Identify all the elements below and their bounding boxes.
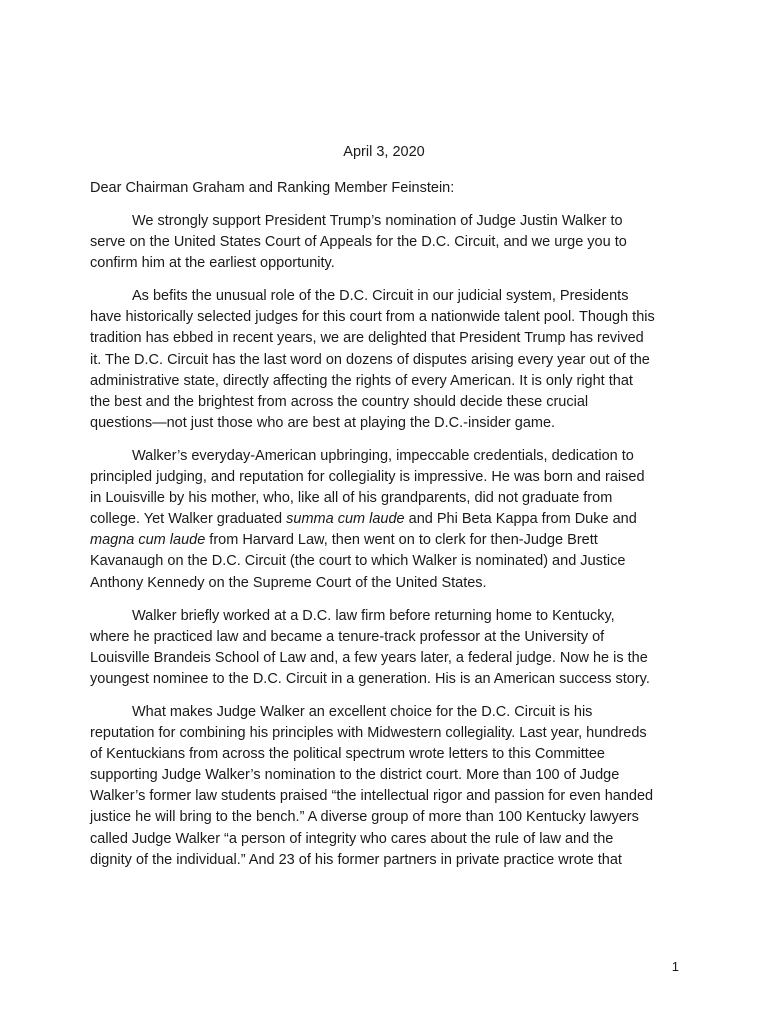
paragraph-line [90, 723, 690, 744]
line-text: questions—not just those who are best at playing the D.C.-insider game. [90, 414, 556, 431]
line-text: dignity of the individual.” And 23 of his former partners in private practice wrote that [90, 851, 622, 868]
paragraph-line [90, 627, 690, 648]
paragraph-line [90, 573, 690, 594]
line-text: of Kentuckians from across the political spectrum wrote letters to this Committee [90, 746, 605, 763]
line-text: called Judge Walker “a person of integrity who cares about the rule of law and the [90, 830, 614, 847]
paragraph-line [90, 488, 690, 509]
paragraph-line [90, 509, 690, 530]
paragraph-line [90, 413, 690, 434]
letter-paragraph [90, 211, 690, 274]
letter-paragraph [90, 446, 690, 594]
line-text: where he practiced law and became a tenure-track professor at the University of [90, 628, 605, 645]
line-text: Kavanaugh on the D.C. Circuit (the court to which Walker is nominated) and Justice [90, 553, 626, 570]
letter-paragraph [90, 606, 690, 690]
line-text: Anthony Kennedy on the Supreme Court of the United States. [90, 574, 487, 591]
letter-salutation: Dear Chairman Graham and Ranking Member Feinstein: [90, 180, 455, 196]
line-text: As befits the unusual role of the D.C. Circuit in our judicial system, Presidents [132, 288, 629, 305]
italic-text: summa cum laude [286, 511, 405, 528]
paragraph-line [90, 702, 690, 723]
line-text: We strongly support President Trump’s nomination of Judge Justin Walker to [132, 213, 623, 229]
letter-paragraph [90, 702, 690, 871]
line-text: tradition has ebbed in recent years, we are delighted that President Trump has revived [90, 330, 644, 347]
paragraph-line [90, 371, 690, 392]
paragraph-line [90, 829, 690, 850]
paragraph-line [90, 350, 690, 371]
line-text: justice he will bring to the bench.” A diverse group of more than 100 Kentucky lawyers [90, 809, 639, 826]
line-text: in Louisville by his mother, who, like all of his grandparents, did not graduate from [90, 490, 613, 507]
italic-text: magna cum laude [90, 532, 206, 549]
paragraph-line [90, 551, 690, 572]
letter-date: April 3, 2020 [343, 144, 425, 160]
page-number: 1 [671, 959, 679, 974]
line-text: it. The D.C. Circuit has the last word on dozens of disputes arising every year out of the [90, 351, 650, 368]
line-text: college. Yet Walker graduated [90, 511, 287, 528]
paragraph-line [90, 648, 690, 669]
line-text: administrative state, directly affecting the rights of every American. It is only right that [90, 372, 633, 389]
paragraph-line [90, 786, 690, 807]
line-text: from Harvard Law, then went on to clerk for then-Judge Brett [205, 532, 598, 549]
line-text: Walker’s everyday-American upbringing, impeccable credentials, dedication to [132, 447, 634, 464]
line-text: supporting Judge Walker’s nomination to the district court. More than 100 of Judge [90, 767, 620, 784]
paragraph-line [90, 232, 690, 253]
line-text: Louisville Brandeis School of Law and, a few years later, a federal judge. Now he is the [90, 649, 648, 666]
line-text: principled judging, and reputation for collegiality is impressive. He was born and raised [90, 469, 645, 486]
paragraph-line [90, 328, 690, 349]
line-text: reputation for combining his principles with Midwestern collegiality. Last year, hundreds [90, 725, 647, 742]
letter-body [90, 211, 690, 883]
line-text: the best and the brightest from across the country should decide these crucial [90, 393, 589, 410]
paragraph-line [90, 606, 690, 627]
paragraph-line [90, 807, 690, 828]
paragraph-line [90, 392, 690, 413]
line-text: Walker’s former law students praised “the intellectual rigor and passion for even handed [90, 788, 654, 805]
paragraph-line [90, 286, 690, 307]
line-text: What makes Judge Walker an excellent choice for the D.C. Circuit is his [132, 703, 593, 720]
paragraph-line [90, 744, 690, 765]
line-text: and Phi Beta Kappa from Duke and [404, 511, 637, 528]
paragraph-line [90, 253, 690, 274]
letter-paragraph [90, 286, 690, 434]
paragraph-line [90, 765, 690, 786]
paragraph-line [90, 530, 690, 551]
line-text: youngest nominee to the D.C. Circuit in a generation. His is an American success story. [90, 670, 650, 687]
paragraph-line [90, 669, 690, 690]
paragraph-line [90, 307, 690, 328]
paragraph-line [90, 211, 690, 232]
paragraph-line [90, 446, 690, 467]
line-text: confirm him at the earliest opportunity. [90, 255, 335, 272]
line-text: have historically selected judges for this court from a nationwide talent pool. Though this [90, 309, 655, 326]
line-text: serve on the United States Court of Appeals for the D.C. Circuit, and we urge you to [90, 234, 627, 251]
paragraph-line [90, 850, 690, 871]
paragraph-line [90, 467, 690, 488]
line-text: Walker briefly worked at a D.C. law firm before returning home to Kentucky, [132, 607, 615, 624]
